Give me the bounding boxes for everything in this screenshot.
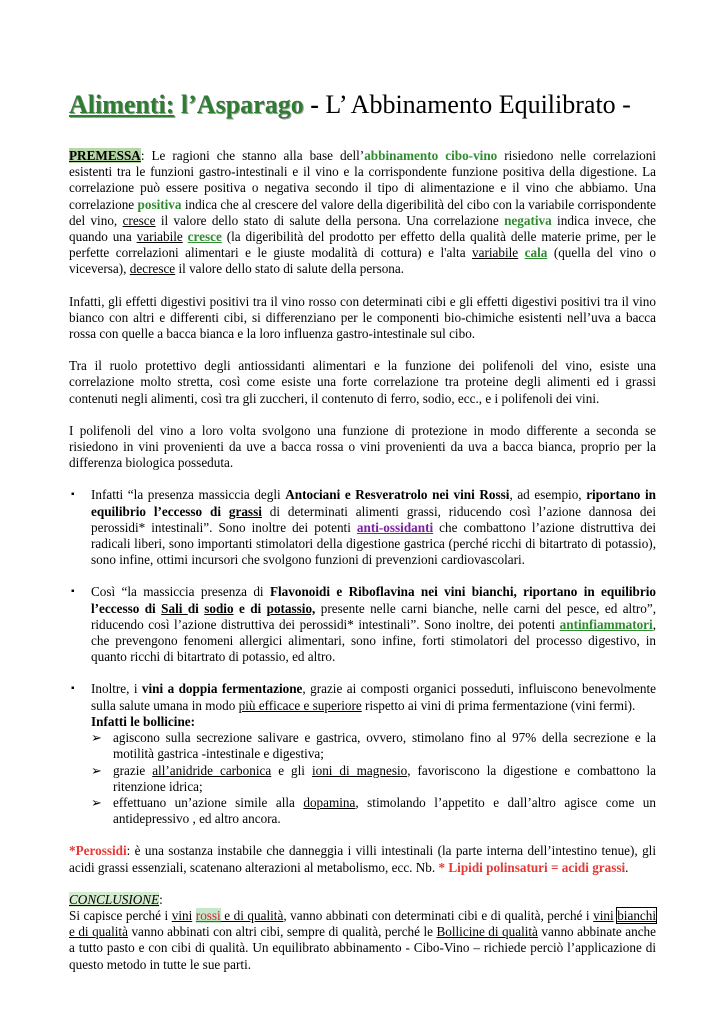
text-bold: e di	[233, 600, 267, 616]
text: (quella del vino o viceversa),	[69, 245, 656, 277]
conclusione-paragraph	[69, 892, 656, 973]
text: vanno abbinate anche a tutto pasto e con cibi di qualità. Un equilibrato abbinamento - Cibo-Vino – richiede perciò l’applicazione di questo metodo in tutte le sue parti.	[69, 924, 657, 972]
text-underlined: vini	[593, 907, 614, 923]
text-highlight: negativa	[504, 212, 552, 228]
text-underlined: Bollicine di qualità	[436, 924, 538, 940]
document-page	[69, 85, 656, 973]
text: di determinati alimenti grassi, riducendo così l’azione dannosa dei perossidi* intestinali”. Sono inoltre dei potenti	[91, 503, 656, 535]
text-bold: Infatti le bollicine:	[91, 713, 196, 729]
list-item	[69, 681, 656, 827]
title-subtitle: L’ Abbinamento Equilibrato -	[318, 90, 631, 119]
text: : è una sostanza instabile che danneggia i villi intestinali (la parte interna dell’intestino tenue), gli acidi grassi essenziali, scatenano alterazioni al metabolismo, ecc. Nb.	[69, 843, 656, 875]
page-title	[69, 85, 656, 125]
arrow-icon: ➢	[91, 762, 103, 778]
text: favoriscono la digestione e combattono la ritenzione idrica;	[113, 762, 657, 794]
text: il valore dello stato di salute della persona.	[175, 261, 405, 277]
text-underlined: e di qualità	[220, 907, 284, 923]
text: risiedono nelle correlazioni esistenti tra le funzioni gastro-intestinali e il vino e la corrispondente funzione positiva della digestione. La correlazione può essere positiva o negativa secondo il tipo di alimentazione e il vino che abbiamo. Una correlazione	[69, 148, 656, 212]
text-highlight: abbinamento cibo-vino	[364, 148, 498, 163]
text-bold: potassio,	[266, 600, 316, 616]
text-boxed: bianchi	[617, 907, 657, 923]
text: presente nelle carni bianche, nelle carni del pesce, ed altro”, riducendo così l’azione distruttiva dei perossidi* intestinali”. Sono inoltre, dei potenti	[91, 600, 657, 632]
text-bold: di	[187, 600, 205, 616]
text-bold: Sali	[161, 600, 188, 616]
paragraph-polifenoli: I polifenoli del vino a loro volta svolgono una funzione di protezione in modo differente a seconda se risiedono in vini provenienti da uve a bacca rossa o vini provenienti da uva a bacca bianca, proprio per la differenza biologica posseduta.	[69, 422, 656, 471]
text: , stimolando l’appetito e dall’altro agisce come un antidepressivo , ed altro ancora.	[113, 794, 656, 827]
bullet-icon: ▪	[71, 683, 75, 695]
text-underlined: decresce	[129, 261, 176, 277]
text-highlight: Perossidi	[75, 843, 127, 859]
text: , che prevengono fenomeni allergici alimentari, sono infine, forti stimolatori del processo digestivo, in quanto ricchi di bitartrato di potassio, ed altro.	[91, 616, 656, 665]
text: e gli	[271, 762, 312, 778]
text: :	[159, 891, 163, 907]
sub-list	[91, 730, 656, 827]
text: , ad esempio,	[509, 487, 587, 503]
arrow-icon: ➢	[91, 730, 103, 746]
text-bold: grassi	[228, 503, 262, 519]
sub-list-item	[91, 763, 656, 795]
text-underlined: cresce	[122, 212, 156, 228]
text-bold: riportano in equilibrio l’eccesso di	[91, 487, 656, 519]
text: , vanno abbinati con determinati cibi e di qualità, perché i	[283, 907, 594, 923]
text: effettuano un’azione simile alla	[113, 794, 304, 810]
text: indica che al crescere del valore della digeribilità del cibo con la variabile corrispondente del vino,	[69, 196, 656, 228]
paragraph-antiossidanti: Tra il ruolo protettivo degli antiossidanti alimentari e la funzione dei polifenoli del vino, esiste una correlazione molto stretta, così come esiste una forte correlazione tra proteine degli alimenti ed i grassi contenuti negli alimenti, così tra gli zuccheri, il contenuto di ferro, sodio, ecc., e i polifenoli dei vini.	[69, 358, 656, 406]
text-highlight: antinfiammatori	[559, 616, 653, 632]
title-asparago: l’Asparago	[174, 90, 304, 119]
sub-list-item	[91, 730, 656, 762]
bullet-icon: ▪	[71, 489, 75, 501]
text-highlight: cala	[524, 245, 548, 261]
text-underlined: vini	[171, 907, 193, 923]
premessa-paragraph	[69, 148, 656, 278]
text: grazie	[113, 762, 153, 778]
text-underlined: dopamina	[303, 794, 356, 810]
title-dash: -	[303, 90, 319, 119]
text-bold: Flavonoidi e Riboflavina nei vini bianchi, riportano in equilibrio l’eccesso di	[91, 584, 656, 616]
text-highlight: cresce	[187, 229, 222, 245]
list-item	[69, 487, 656, 568]
text: agiscono sulla secrezione salivare e gastrica, ovvero, stimolano fino al 97% della secrezione e la motilità gastrica -intestinale e digestiva;	[113, 730, 656, 762]
text-bold: Antociani e Resveratrolo nei vini Rossi	[285, 487, 510, 503]
text: Così “la massiccia presenza di	[91, 584, 270, 600]
text: (la digeribilità del prodotto per effetto della qualità delle materie prime, per le perfette correlazioni alimentari e le giuste modalità di cottura) e l'alta	[69, 229, 656, 261]
paragraph-effetti: Infatti, gli effetti digestivi positivi tra il vino rosso con determinati cibi e gli effetti digestivi positivi tra il vino bianco con altri e differenti cibi, si differenziano per le componenti bio-chimiche esistenti nell’uva a bacca rossa con quelle a bacca bianca e la loro influenza gastro-intestinale sul cibo.	[69, 293, 656, 342]
text: vanno abbinati con altri cibi, sempre di qualità, perché le	[127, 924, 437, 940]
text: che combattono l’azione distruttiva dei radicali liberi, sono importanti stimolatori della digestione gastrica (perché ricchi di bitartrato di potassio), sono infine, ottimi incursori che svolgono funzioni di prevenzioni cardiovascolari.	[91, 519, 656, 568]
text-bold: sodio	[204, 600, 234, 616]
text-underlined: variabile	[136, 229, 183, 245]
premessa-label: PREMESSA	[69, 148, 141, 163]
text-underlined: e di qualità	[69, 924, 128, 940]
text-highlight: *	[69, 843, 76, 859]
text-highlight: positiva	[137, 196, 182, 212]
text: il valore dello stato di salute della persona. Una correlazione	[155, 212, 505, 228]
title-alimenti: Alimenti:	[69, 90, 175, 119]
text: , grazie ai composti organici posseduti, influiscono benevolmente sulla salute umana in modo	[91, 681, 656, 713]
text-underlined: ioni di magnesio,	[311, 762, 411, 778]
text: rispetto ai vini di prima fermentazione (vini fermi).	[361, 697, 636, 713]
text-underlined: all’anidride carbonica	[152, 762, 272, 778]
bullet-icon: ▪	[71, 586, 75, 598]
text: .	[625, 859, 629, 875]
note-paragraph	[69, 843, 656, 875]
conclusione-label: CONCLUSIONE	[69, 891, 160, 907]
text: Inoltre, i	[91, 681, 142, 697]
text-highlight: rossi	[195, 907, 221, 923]
text-underlined: variabile	[472, 245, 519, 261]
text-highlight: Lipidi polinsaturi = acidi grassi	[445, 859, 626, 875]
text: : Le ragioni che stanno alla base dell’	[140, 148, 365, 163]
text: indica invece, che quando una	[69, 212, 657, 245]
text-bold: vini a doppia fermentazione	[141, 681, 303, 697]
bullet-list	[69, 487, 656, 827]
text: Infatti “la presenza massiccia degli	[91, 487, 286, 503]
text-underlined: più efficace e superiore	[238, 697, 362, 713]
text: Si capisce perché i	[69, 907, 172, 923]
arrow-icon: ➢	[91, 794, 103, 810]
list-item	[69, 584, 656, 665]
text-highlight: *	[438, 859, 446, 875]
sub-list-item	[91, 795, 656, 827]
text-highlight: anti-ossidanti	[356, 519, 434, 535]
